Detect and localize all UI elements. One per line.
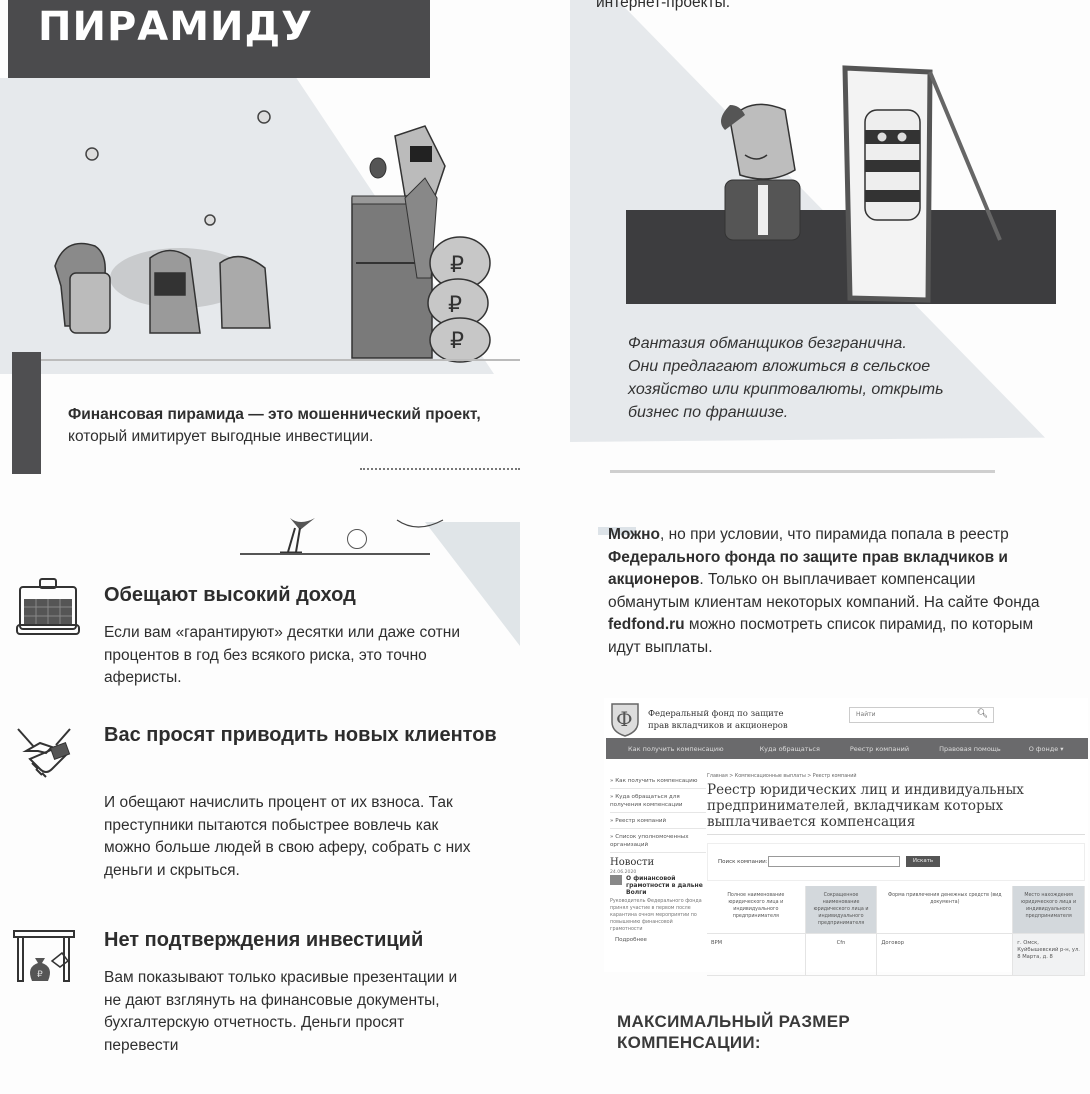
table-row <box>707 934 1085 976</box>
site-sidebar <box>610 776 706 943</box>
company-search-box <box>707 843 1085 881</box>
sidebar-link[interactable]: » Реестр компаний <box>610 816 706 829</box>
nav-item[interactable]: Куда обращаться <box>759 744 820 753</box>
bird-legs-illustration <box>250 518 330 558</box>
answer-text: . Только он выплачивает компенсации обманутым клиентам некоторых компаний. На сайте Фонда <box>608 571 1040 611</box>
search-button[interactable]: Искать <box>906 856 940 867</box>
section-title: ПИРАМИДУ <box>38 4 313 50</box>
answer-text: можно посмотреть список пирамид, по которым идут выплаты. <box>608 616 1034 656</box>
fraud-variety-quote <box>628 332 1028 424</box>
max-compensation-heading: МАКСИМАЛЬНЫЙ РАЗМЕР КОМПЕНСАЦИИ: <box>617 1012 851 1052</box>
feature-title: Обещают высокий доход <box>104 584 356 606</box>
column-header: Форма привлечения денежных средств (вид документа) <box>877 886 1013 934</box>
compensation-answer <box>608 524 1048 659</box>
fund-logo-icon <box>608 700 642 738</box>
quote-line: Фантазия обманщиков безгранична. <box>628 335 907 352</box>
table-cell: Cfn <box>805 934 877 976</box>
feature-text: Вам показывают только красивые презентации и не дают взглянуть на финансовые документы, бухгалтерскую отчетность. Деньги просят перевести <box>104 969 458 1054</box>
dotted-divider <box>360 468 520 474</box>
definition-text <box>68 404 538 448</box>
table-cell: г. Омск, Куйбышевский р-н, ул. 8 Марта, д. 8 <box>1013 934 1085 976</box>
quote-line: бизнес по франшизе. <box>628 404 789 421</box>
breadcrumb[interactable]: Главная > Компенсационные выплаты > Реестр компаний <box>707 774 857 779</box>
news-item <box>610 875 706 896</box>
quote-line: хозяйство или криптовалюты, открыть <box>628 381 944 398</box>
sidebar-link[interactable]: » Как получить компенсацию <box>610 776 706 789</box>
news-title[interactable]: О финансовой грамотности в дальне Волги <box>626 875 703 896</box>
nav-item[interactable]: Реестр компаний <box>849 744 910 753</box>
svg-text:₽: ₽ <box>450 253 464 278</box>
registry-table <box>707 886 1085 976</box>
column-header: Сокращенное наименование юридического лица и индивидуального предпринимателя <box>805 886 877 934</box>
feature-title: Нет подтверждения инвестиций <box>104 929 424 951</box>
nav-item[interactable]: Правовая помощь <box>939 744 1001 753</box>
sidebar-link[interactable]: » Список уполномоченных организаций <box>610 832 706 853</box>
sidebar-link[interactable]: » Куда обращаться для получения компенсации <box>610 792 706 813</box>
table-cell: BPM <box>707 934 805 976</box>
warning-sign-no-confirmation <box>10 925 530 1055</box>
feature-text: Если вам «гарантируют» десятки или даже сотни процентов в год без всякого риска, это точно аферисты. <box>104 624 460 686</box>
definition-bold: Финансовая пирамида — это мошеннический проект, <box>68 406 481 423</box>
svg-text:₽: ₽ <box>37 970 43 980</box>
definition-regular: который имитирует выгодные инвестиции. <box>68 428 374 445</box>
divider <box>610 470 995 473</box>
site-search-input[interactable]: Найти 🔍︎ <box>849 707 994 723</box>
company-search-input[interactable] <box>768 856 900 867</box>
news-body: Руководитель Федерального фонда принял участие в первом после карантина очном мероприятии по повышению финансовой грамотности <box>610 899 702 932</box>
table-money-bag-icon <box>12 929 80 993</box>
answer-bold: Можно <box>608 526 660 543</box>
column-header: Полное наименование юридического лица и индивидуального предпринимателя <box>707 886 805 934</box>
divider <box>707 834 1085 835</box>
nav-item[interactable]: Как получить компенсацию <box>628 744 724 753</box>
intro-text-tail: интернет-проекты. <box>596 0 731 11</box>
handshake-money-icon <box>12 725 80 789</box>
warning-sign-high-income <box>10 580 530 690</box>
quote-line: Они предлагают вложиться в сельское <box>628 358 931 375</box>
column-header: Место нахождения юридического лица и индивидуального предпринимателя <box>1013 886 1085 934</box>
decorative-strip <box>12 352 41 474</box>
pyramid-scheme-illustration <box>0 78 545 378</box>
feature-text: И обещают начислить процент от их взноса. Так преступники пытаются побыстрее вовлечь как можно больше людей в свою аферу, собрать с них деньги и скрыться. <box>104 794 471 879</box>
mirror-illustration <box>690 60 1020 310</box>
svg-text:₽: ₽ <box>450 329 464 354</box>
fund-name: Федерального фонда по защите прав вкладчиков и акционеров <box>608 548 1008 588</box>
news-thumbnail-icon <box>610 875 622 885</box>
fedfond-website-screenshot <box>604 698 1088 972</box>
warning-sign-recruit-clients <box>10 720 530 900</box>
page-title: Реестр юридических лиц и индивидуальных предпринимателей, вкладчикам которых выплачивается компенсация <box>707 782 1024 830</box>
search-icon[interactable]: 🔍︎ <box>976 709 988 719</box>
coin-icon <box>347 529 367 549</box>
site-nav-bar <box>606 738 1088 759</box>
nav-item[interactable]: О фонде ▾ <box>1028 744 1064 753</box>
feature-title: Вас просят приводить новых клиентов <box>104 724 497 746</box>
svg-text:Ф: Ф <box>616 707 633 731</box>
news-date: 24.06.2020 <box>610 870 637 875</box>
table-cell: Договор <box>877 934 1013 976</box>
org-name: Федеральный фонд по защите прав вкладчиков и акционеров <box>648 709 788 731</box>
arc-decoration <box>395 518 445 530</box>
section-title-bar <box>8 0 430 78</box>
company-search-label: Поиск компании: <box>718 859 768 865</box>
news-heading: Новости <box>610 857 655 868</box>
news-more-link[interactable]: Подробнее <box>615 937 647 943</box>
fund-website: fedfond.ru <box>608 616 685 633</box>
briefcase-money-icon <box>14 577 82 641</box>
answer-text: , но при условии, что пирамида попала в реестр <box>660 526 1009 543</box>
ground-line <box>240 553 430 555</box>
svg-text:₽: ₽ <box>448 293 462 318</box>
